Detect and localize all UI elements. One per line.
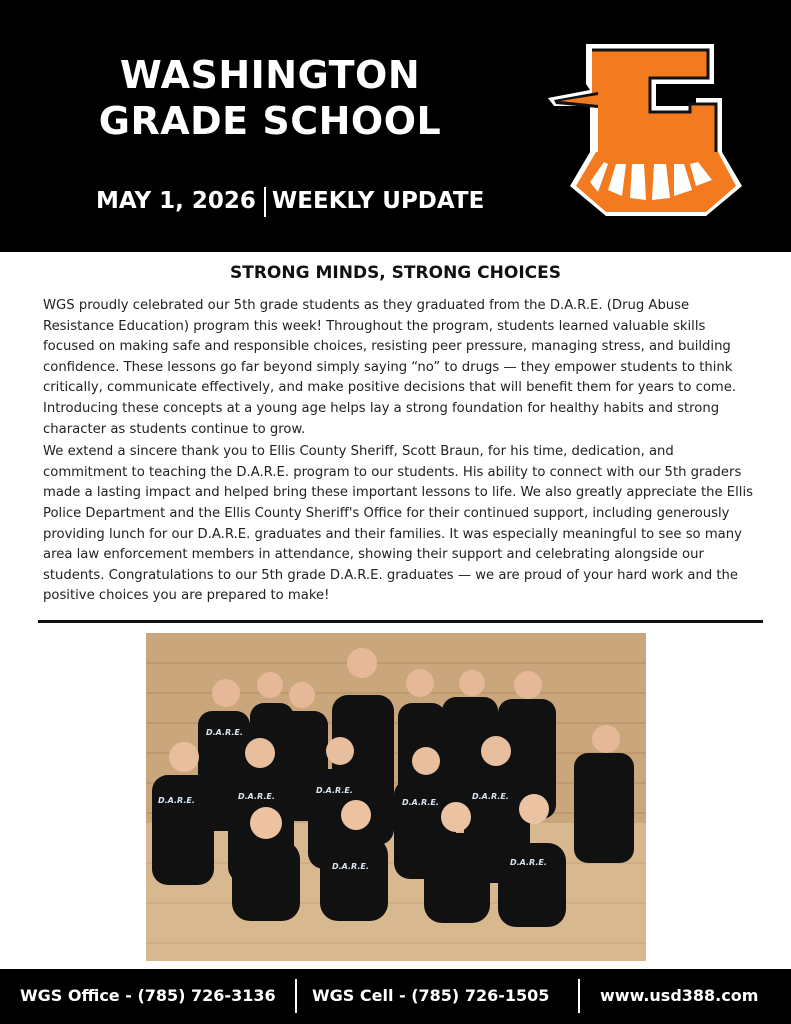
section-divider	[38, 620, 763, 623]
article-headline: STRONG MINDS, STRONG CHOICES	[230, 263, 561, 283]
shirt-text: D.A.R.E.	[316, 786, 353, 795]
school-name-line1: WASHINGTON	[119, 53, 421, 97]
issue-date: MAY 1, 2026	[96, 188, 256, 214]
school-name	[60, 52, 480, 144]
shirt-text: D.A.R.E.	[402, 798, 439, 807]
footer-divider	[578, 979, 580, 1013]
shirt-text: D.A.R.E.	[332, 862, 369, 871]
orange-e-logo-icon	[546, 40, 754, 220]
school-name-line2: GRADE SCHOOL	[98, 99, 442, 143]
website-link[interactable]: www.usd388.com	[600, 986, 759, 1005]
group-photo	[146, 633, 646, 961]
shirt-text: D.A.R.E.	[472, 792, 509, 801]
group-photo-illustration	[146, 633, 646, 961]
footer-divider	[295, 979, 297, 1013]
article-paragraph-2: We extend a sincere thank you to Ellis County Sheriff, Scott Braun, for his time, dedication, and commitment to teaching the D.A.R.E. program to our students. His ability to connect with our 5th graders made a lasting impact and helped bring these important lessons to life. We also greatly appreciate the Ellis Police Department and the Ellis County Sheriff's Office for their continued support, including generously providing lunch for our D.A.R.E. graduates and their families. It was especially meaningful to see so many area law enforcement members in attendance, showing their support and celebrating alongside our students. Congratulations to our 5th grade D.A.R.E. graduates — we are proud of your hard work and the positive choices you are prepared to make!	[43, 444, 753, 604]
header-banner	[0, 0, 791, 252]
shirt-text: D.A.R.E.	[238, 792, 275, 801]
office-phone: WGS Office - (785) 726-3136	[20, 986, 276, 1005]
shirt-text: D.A.R.E.	[510, 858, 547, 867]
dateline	[96, 184, 484, 218]
shirt-text: D.A.R.E.	[206, 728, 243, 737]
footer-bar	[0, 969, 791, 1024]
issue-type: WEEKLY UPDATE	[271, 188, 485, 214]
shirt-text: D.A.R.E.	[158, 796, 195, 805]
cell-phone: WGS Cell - (785) 726-1505	[312, 986, 550, 1005]
article-paragraph-1: WGS proudly celebrated our 5th grade students as they graduated from the D.A.R.E. (Drug Abuse Resistance Education) program this week! Throughout the program, students learned valuable skills focused on making safe and responsible choices, resisting peer pressure, managing stress, and building confidence. These lessons go far beyond simply saying “no” to drugs — they empower students to think critically, communicate effectively, and make positive decisions that will benefit them for years to come. Introducing these concepts at a young age helps lay a strong foundation for healthy habits and strong character as students continue to grow.	[43, 298, 737, 437]
dateline-divider	[264, 187, 266, 217]
article-body	[43, 296, 758, 607]
